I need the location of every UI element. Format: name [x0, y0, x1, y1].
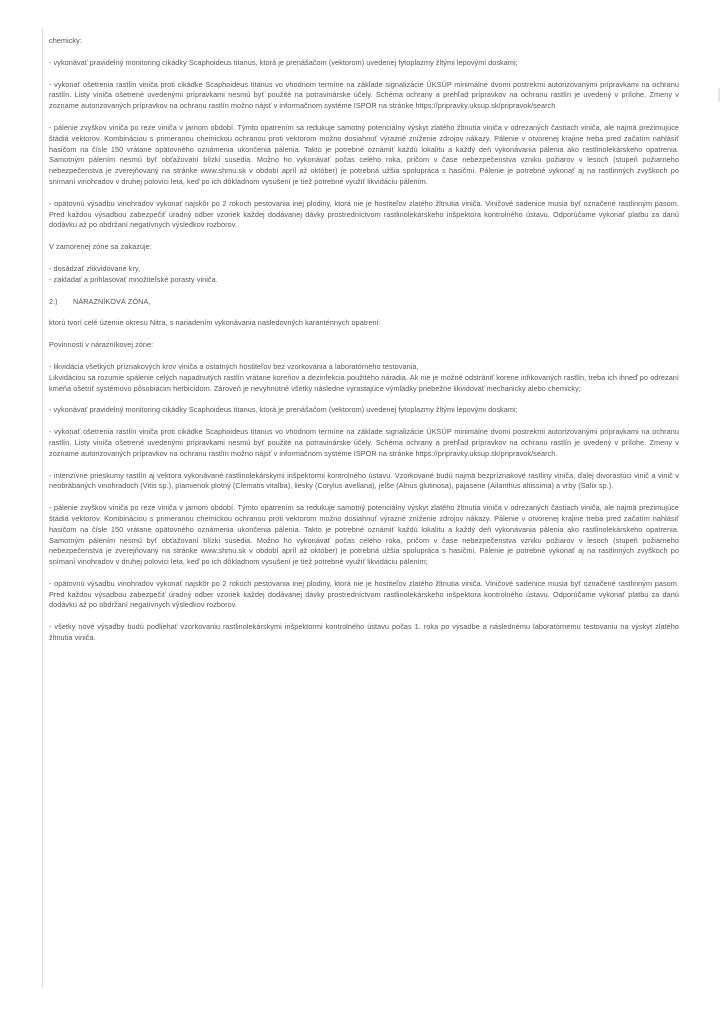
paragraph-spraying: - vykonať ošetrenia rastlín viniča proti cikádke Scaphoideus titanus vo vhodnom termíne na základe signalizácie ÚKSÚP minimálne dvomi postrekmi autorizovanými prípravkami na ochranu rastlín. Listy viniča ošetrené uvedenými prípravkami nesmú byť použité na potravinárske účely. Schéma ochrany a prehľad prípravkov na ochranu rastlín je uvedený v prílohe. Zmeny v zozname autorizovaných prípravkov na ochranu rastlín možno nájsť v informačnom systéme ISPOR na stránke https://pripravky.uksup.sk/pripravok/search — [49, 79, 679, 111]
paragraph-chemicky: chemicky: — [49, 36, 82, 45]
paragraph-new-plantings: - všetky nové výsadby budú podliehať vzorkovaniu rastlinolekárskymi inšpektormi kontrolného ústavu počas 1. roka po výsadbe a následnému laboratórnemu testovaniu na výskyt zlatého žltnutia viniča. — [49, 622, 679, 643]
paragraph-monitoring-buffer: - vykonávať pravidelný monitoring cikádky Scaphoideus titanus, ktorá je prenášačom (vektorom) uvedenej fytoplazmy žltými lepovými doskami; — [49, 405, 518, 415]
paragraph-spraying-buffer: - vykonať ošetrenia rastlín viniča proti cikádke Scaphoideus titanus vo vhodnom termíne na základe signalizácie ÚKSÚP minimálne dvomi postrekmi autorizovanými prípravkami na ochranu rastlín. Listy viniča ošetrené uvedenými prípravkami nesmú byť použité na potravinárske účely. Schéma ochrany a prehľad prípravkov na ochranu rastlín je uvedený v prílohe. Zmeny v zozname autorizovaných prípravkov na ochranu rastlín možno nájsť v informačnom systéme ISPOR na stránke https://pripravky.uksup.sk/pripravok/search. — [49, 427, 679, 458]
paragraph-burning: - pálenie zvyškov viniča po reze viniča v jarnom období. Týmto opatrením sa redukuje samotný potenciálny výskyt zlatého žltnutia viniča v odrezaných častiach viniča, ale najmä prezimujúce štádiá vektorov. Kombináciou s primeranou chemickou ochranou proti vektorom možno dosiahnuť výrazné zníženie zdrojov nákazy. Pálenie v otvorenej krajine treba pred začatím nahlásiť hasičom na čísle 150 vrátane opätovného oznámenia ukončenia pálenia. Takto je potrebné oznámiť každú lokalitu a každý deň vykonávania pálenia ako rastlinolekárskeho opatrenia. Samotným pálením nesmú byť obťažovaní blízki susedia. Možno ho vykonávať počas celého roka, pričom v čase nebezpečenstva vzniku požiarov v lesoch (stupeň požiarneho nebezpečenstva je zverejňovaný na stránke www.shmu.sk v období apríl až október) je potrebná užšia spolupráca s hasičmi. Pálenie je potrebné vykonať aj na rastlinných zvyškoch po snímaní vinohradov v druhej polovici leta, keď po ich dôkladnom vysušení je tiež potrebné využiť likvidáciu pálením. — [49, 122, 679, 186]
section-title: NÁRAZNÍKOVÁ ZÓNA, — [73, 296, 151, 306]
paragraph-obligations-heading: Povinnosti v nárazníkovej zóne: — [49, 340, 154, 350]
paragraph-surveys: - intenzívne prieskumy rastlín aj vektora vykonávané rastlinolekárskymi inšpektormi kontrolného ústavu. Vzorkované budú najmä bezpríznakové rastliny viniča, ďalej divorastúci vinič a vinič v neobrábaných vinohradoch (Vitis sp.), plamienok plotný (Clematis vitalba), liesky (Corylus avellana), jelše (Alnus glutinosa), pajasene (Ailanthus altissima) a vrby (Salix sp.). — [49, 470, 679, 491]
paragraph-burning-buffer: - pálenie zvyškov viniča po reze viniča v jarnom období. Týmto opatrením sa redukuje samotný potenciálny výskyt zlatého žltnutia viniča v odrezaných častiach viniča, ale najmä prezimujúce štádiá vektorov. Kombináciou s primeranou chemickou ochranou proti vektorom možno dosiahnuť výrazné zníženie zdrojov nákazy. Pálenie v otvorenej krajine treba pred začatím nahlásiť hasičom na čísle 150 vrátane opätovného oznámenia ukončenia pálenia. Takto je potrebné oznámiť každú lokalitu a každý deň vykonávania pálenia ako rastlinolekárskeho opatrenia. Samotným pálením nesmú byť obťažovaní blízki susedia. Možno ho vykonávať počas celého roka, pričom v čase nebezpečenstva vzniku požiarov v lesoch (stupeň požiarneho nebezpečenstva je zverejňovaný na stránke www.shmu.sk v období apríl až október) je potrebná užšia spolupráca s hasičmi. Pálenie je potrebné vykonať aj na rastlinných zvyškoch po snímaní vinohradov v druhej polovici leta, keď po ich dôkladnom vysušení je tiež potrebné využiť likvidáciu pálením; — [49, 503, 679, 567]
paragraph-liquidation-detail: Likvidáciou sa rozumie spálenie celých napadnutých rastlín vrátane koreňov a dezinfekcia použitého náradia. Ak nie je možné odstrániť korene infikovaných rastlín, treba ich ihneď po odrezaní kmeňa ošetriť systémovo pôsobiacim herbicídom. Zároveň je nevyhnutné všetky následne vyrastajúce výmladky priebežne likvidovať mechanicky alebo chemicky; — [49, 372, 679, 393]
document-body — [49, 36, 679, 655]
paragraph-liquidation: - likvidácia všetkých príznakových krov viniča a ostatných hostiteľov bez vzorkovania a laboratórneho testovania, — [49, 361, 419, 371]
edge-mark — [718, 88, 720, 102]
paragraph-prohibited-heading: V zamorenej zóne sa zakazuje: — [49, 242, 152, 252]
list-item-prohibited-2: - zakladať a prihlasovať množiteľské porasty viniča. — [49, 274, 218, 284]
list-item-prohibited-1: - dosádzať zlikvidované kry, — [49, 263, 141, 273]
section-heading-buffer-zone — [49, 297, 679, 308]
paragraph-monitoring: - vykonávať pravidelný monitoring cikádky Scaphoideus titanus, ktorá je prenášačom (vektorom) uvedenej fytoplazmy žltými lepovými doskami; — [49, 57, 518, 67]
paragraph-buffer-zone-intro: ktorú tvorí celé územie okresu Nitra, s nariadením vykonávania nasledovných karanténnych opatrení: — [49, 318, 381, 328]
left-margin-rule — [42, 28, 43, 988]
paragraph-replanting: - opätovnú výsadbu vinohradov vykonať najskôr po 2 rokoch pestovania inej plodiny, ktorá nie je hostiteľov zlatého žltnutia viniča. Viničové sadenice musia byť označené rastlinným pasom. Pred každou výsadbou zabezpečiť úradný odber vzoriek každej dodávanej dávky prostredníctvom rastlinolekárskeho inšpektora kontrolného ústavu. Odporúčame vykonať platbu za danú dodávku až po obdržaní negatívnych výsledkov rozborov. — [49, 198, 679, 230]
paragraph-replanting-buffer: - opätovnú výsadbu vinohradov vykonať najskôr po 2 rokoch pestovania inej plodiny, ktorá nie je hostiteľov zlatého žltnutia viniča. Viničové sadenice musia byť označené rastlinným pasom. Pred každou výsadbou zabezpečiť úradný odber vzoriek každej dodávanej dávky prostredníctvom rastlinolekárskeho inšpektora kontrolného ústavu. Odporúčame vykonať platbu za danú dodávku až po obdržaní negatívnych výsledkov rozborov. — [49, 578, 679, 610]
section-number: 2.) — [49, 296, 58, 306]
